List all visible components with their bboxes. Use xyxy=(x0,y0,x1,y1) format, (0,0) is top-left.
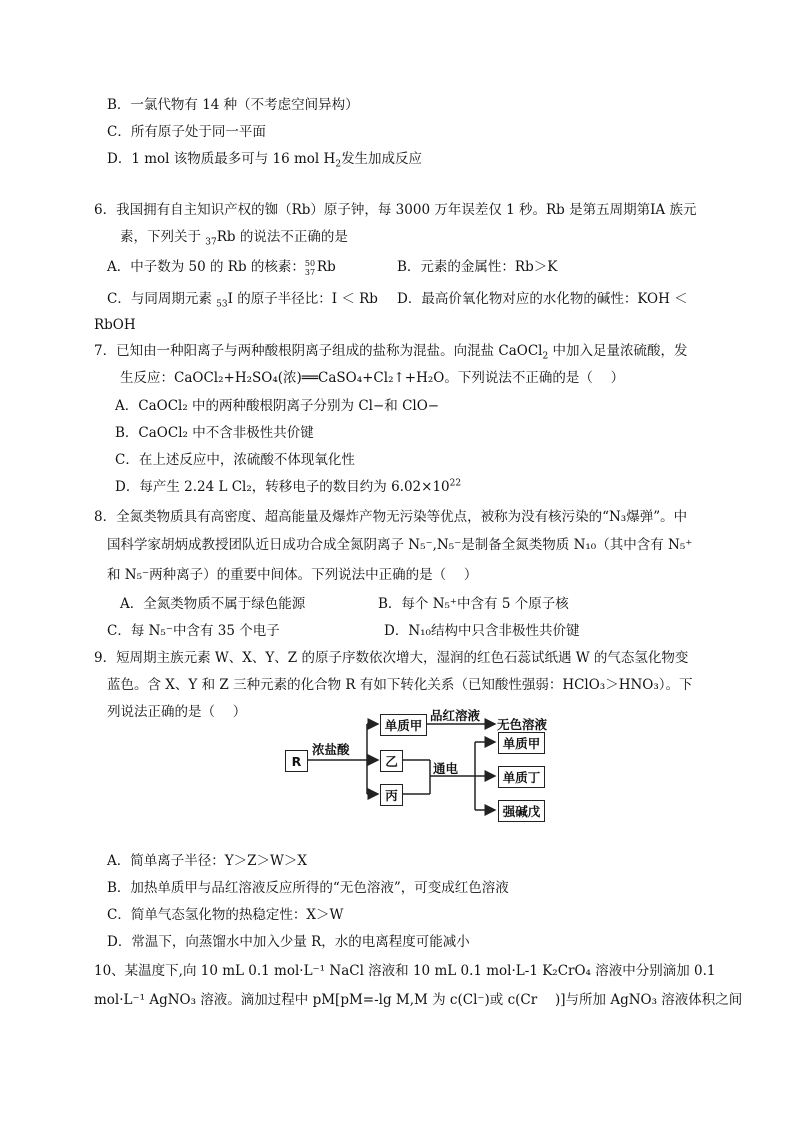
q6-c-text: C．与同周期元素 xyxy=(107,291,217,307)
q6-option-c xyxy=(107,290,378,308)
q6-option-b: B．元素的金属性：Rb＞K xyxy=(397,259,558,275)
q7-stem-line1 xyxy=(94,342,688,360)
q7-option-a: A．CaOCl₂ 中的两种酸根阴离子分别为 Cl−和 ClO− xyxy=(115,398,440,414)
q9-box-r: R xyxy=(285,750,308,772)
q6-stem-line2 xyxy=(120,228,348,246)
q7-stem-line2: 生反应：CaOCl₂+H₂SO₄(浓)══CaSO₄+Cl₂↑+H₂O。下列说法不正确的是（ ） xyxy=(120,370,625,386)
q5-d-text-end: 发生加成反应 xyxy=(341,151,423,167)
q6-c-sub: 53 xyxy=(216,299,228,310)
q6-a-symbol: Rb xyxy=(316,259,336,275)
q7-option-c: C．在上述反应中，浓硫酸不体现氧化性 xyxy=(115,452,355,468)
q6-stem-sub: 37 xyxy=(205,237,217,248)
q7-stem-text: 7．已知由一种阳离子与两种酸根阴离子组成的盐称为混盐。向混盐 CaOCl xyxy=(94,343,543,359)
q9-option-d: D．常温下，向蒸馏水中加入少量 R，水的电离程度可能减小 xyxy=(107,934,470,950)
q7-stem-sub: 2 xyxy=(542,351,549,362)
q7-d-sup: 22 xyxy=(449,478,462,489)
q9-stem-line2: 蓝色。含 X、Y 和 Z 三种元素的化合物 R 有如下转化关系（已知酸性强弱：HClO₃＞HNO₃）。下 xyxy=(107,677,693,693)
q6-stem-text-end: Rb 的说法不正确的是 xyxy=(216,229,348,245)
q9-stem-line3: 列说法正确的是（ ） xyxy=(107,704,247,720)
q6-stem-text: 素，下列关于 xyxy=(120,229,206,245)
q9-label-pinhong: 品红溶液 xyxy=(430,708,481,723)
q8-stem-line1: 8．全氮类物质具有高密度、超高能量及爆炸产物无污染等优点，被称为没有核污染的“N₃爆弹”。中 xyxy=(94,509,688,525)
q9-label-acid: 浓盐酸 xyxy=(312,742,350,757)
q8-option-b: B．每个 N₅⁺中含有 5 个原子核 xyxy=(378,596,569,612)
q8-stem-line3: 和 N₅⁻两种离子）的重要中间体。下列说法中正确的是（ ） xyxy=(107,567,478,583)
q9-label-wuse: 无色溶液 xyxy=(497,717,548,732)
q9-box-jia: 单质甲 xyxy=(380,714,427,736)
q10-stem-line2: mol·L⁻¹ AgNO₃ 溶液。滴加过程中 pM[pM=-lg M,M 为 c(Cl⁻)或 c(Cr )]与所加 AgNO₃ 溶液体积之间 xyxy=(94,992,743,1008)
q5-d-text: D．1 mol 该物质最多可与 16 mol H xyxy=(107,151,336,167)
q6-option-a xyxy=(107,258,336,277)
q9-box-out-ding: 单质丁 xyxy=(498,766,545,788)
q5-option-b: B．一氯代物有 14 种（不考虑空间异构） xyxy=(107,97,359,113)
q7-d-text: D．每产生 2.24 L Cl₂，转移电子的数目约为 6.02×10 xyxy=(115,479,450,495)
q6-a-mass: 50 xyxy=(304,258,316,268)
q8-option-a: A．全氮类物质不属于绿色能源 xyxy=(120,596,306,612)
q9-box-bing: 丙 xyxy=(380,784,403,806)
q10-stem-line1: 10、某温度下,向 10 mL 0.1 mol·L⁻¹ NaCl 溶液和 10 mL 0.1 mol·L-1 K₂CrO₄ 溶液中分别滴加 0.1 xyxy=(94,963,716,979)
q6-option-d: D．最高价氧化物对应的水化物的碱性：KOH ＜ xyxy=(397,291,688,307)
q6-option-d-wrap: RbOH xyxy=(94,317,136,333)
q5-option-d xyxy=(107,150,422,168)
q9-option-b: B．加热单质甲与品红溶液反应所得的“无色溶液”，可变成红色溶液 xyxy=(107,880,509,896)
q9-label-tongdian: 通电 xyxy=(433,761,459,776)
q8-option-d: D．N₁₀结构中只含非极性共价键 xyxy=(384,623,580,639)
q9-conversion-diagram xyxy=(285,706,555,824)
q7-stem-text-end: 中加入足量浓硫酸，发 xyxy=(548,343,688,359)
q6-a-text: A．中子数为 50 的 Rb 的核素： xyxy=(107,259,305,275)
q9-box-out-wu: 强碱戊 xyxy=(498,800,545,822)
q9-box-yi: 乙 xyxy=(380,750,403,772)
q6-a-nuclide xyxy=(305,259,317,277)
q6-stem-line1: 6．我国拥有自主知识产权的铷（Rb）原子钟，每 3000 万年误差仅 1 秒。Rb 是第五周期第ⅠA 族元 xyxy=(94,202,697,218)
q8-stem-line2: 国科学家胡炳成教授团队近日成功合成全氮阴离子 N₅⁻,N₅⁻是制备全氮类物质 N₁₀（其中含有 N₅⁺ xyxy=(107,537,693,553)
q9-box-out-jia: 单质甲 xyxy=(498,732,545,754)
q7-option-d xyxy=(115,478,461,496)
q6-a-z: 37 xyxy=(304,267,316,277)
q7-option-b: B．CaOCl₂ 中不含非极性共价键 xyxy=(115,425,314,441)
q6-c-text-end: I 的原子半径比：I ＜ Rb xyxy=(227,291,378,307)
q8-option-c: C．每 N₅⁻中含有 35 个电子 xyxy=(107,623,280,639)
q5-d-sub: 2 xyxy=(335,159,342,170)
q9-option-a: A．简单离子半径：Y＞Z＞W＞X xyxy=(107,853,308,869)
q9-option-c: C．简单气态氢化物的热稳定性：X＞W xyxy=(107,907,344,923)
q5-option-c: C．所有原子处于同一平面 xyxy=(107,124,266,140)
q9-stem-line1: 9．短周期主族元素 W、X、Y、Z 的原子序数依次增大，湿润的红色石蕊试纸遇 W 的气态氢化物变 xyxy=(94,650,689,666)
